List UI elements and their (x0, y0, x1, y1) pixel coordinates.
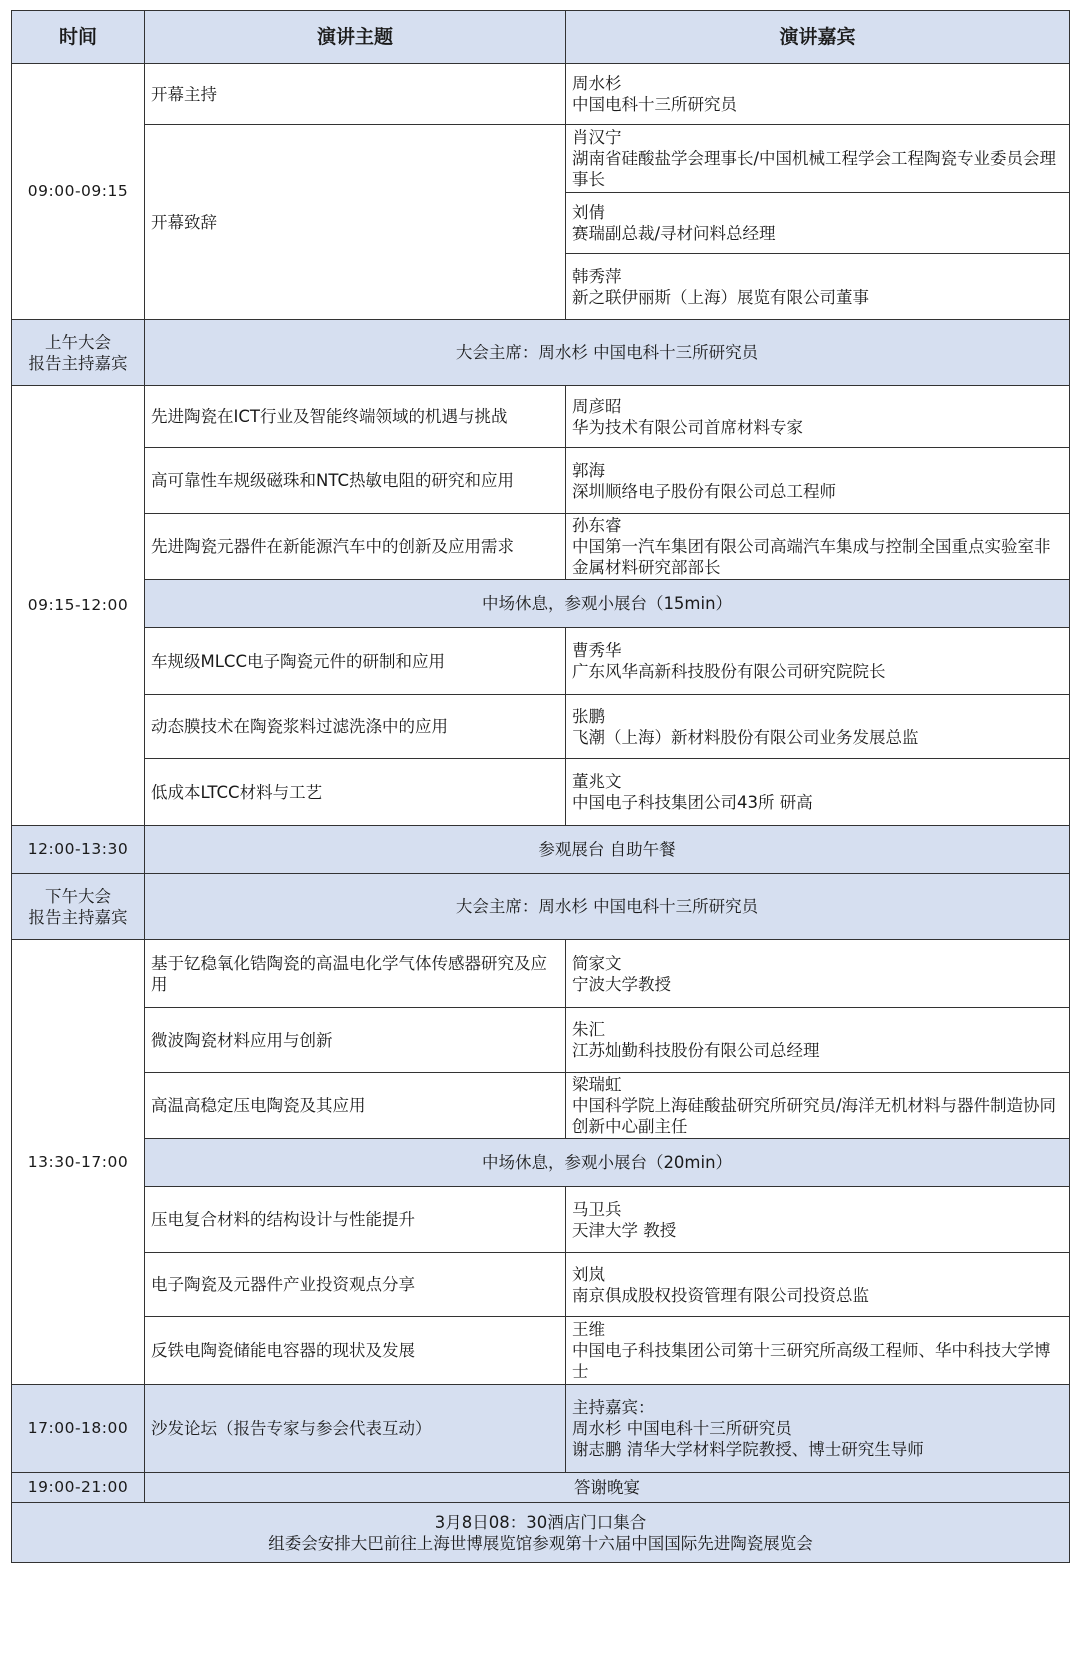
speaker-name: 周水杉 (572, 74, 622, 93)
salon-host-label: 主持嘉宾： (572, 1398, 655, 1417)
header-topic: 演讲主题 (145, 11, 566, 64)
dinner-text: 答谢晚宴 (145, 1473, 1070, 1503)
speaker-title: 新之联伊丽斯（上海）展览有限公司董事 (572, 287, 869, 307)
topic-cell: 电子陶瓷及元器件产业投资观点分享 (145, 1253, 566, 1317)
table-row (12, 386, 1070, 448)
speaker-name: 张鹏 (572, 706, 605, 726)
speaker-cell (566, 1008, 1070, 1073)
host-label-cell (12, 874, 145, 940)
speaker-name: 刘倩 (572, 203, 605, 222)
topic-cell: 基于钇稳氧化锆陶瓷的高温电化学气体传感器研究及应用 (145, 940, 566, 1008)
time-cell: 17:00-18:00 (12, 1385, 145, 1473)
table-row (12, 1317, 1070, 1385)
table-row (12, 64, 1070, 125)
speaker-name: 孙东睿 (572, 516, 622, 535)
salon-row (12, 1385, 1070, 1473)
speaker-name: 肖汉宁 (572, 128, 622, 147)
time-cell: 09:15-12:00 (12, 386, 145, 826)
lunch-text: 参观展台 自助午餐 (145, 826, 1070, 874)
speaker-name: 梁瑞虹 (572, 1075, 622, 1094)
topic-cell: 高可靠性车规级磁珠和NTC热敏电阻的研究和应用 (145, 448, 566, 514)
speaker-title: 宁波大学教授 (572, 974, 671, 994)
topic-cell: 开幕主持 (145, 64, 566, 125)
speaker-cell (566, 386, 1070, 448)
speaker-cell (566, 514, 1070, 580)
host-label-sub: 报告主持嘉宾 (28, 907, 128, 927)
speaker-name: 周彦昭 (572, 396, 622, 416)
topic-cell: 压电复合材料的结构设计与性能提升 (145, 1187, 566, 1253)
host-label-sub: 报告主持嘉宾 (28, 353, 128, 373)
host-label-cell (12, 320, 145, 386)
salon-host-2: 谢志鹏 清华大学材料学院教授、博士研究生导师 (572, 1440, 924, 1459)
speaker-cell (566, 695, 1070, 759)
topic-cell: 车规级MLCC电子陶瓷元件的研制和应用 (145, 628, 566, 695)
speaker-name: 刘岚 (572, 1264, 605, 1284)
topic-cell: 高温高稳定压电陶瓷及其应用 (145, 1073, 566, 1139)
speaker-title: 天津大学 教授 (572, 1220, 677, 1240)
table-row (12, 448, 1070, 514)
speaker-name: 简家文 (572, 953, 622, 973)
host-label: 下午大会 (45, 886, 111, 906)
footer-row (12, 1503, 1070, 1563)
speaker-cell (566, 759, 1070, 826)
host-label: 上午大会 (45, 332, 111, 352)
speaker-name: 王维 (572, 1320, 605, 1339)
topic-cell: 沙发论坛（报告专家与参会代表互动） (145, 1385, 566, 1473)
speaker-title: 江苏灿勤科技股份有限公司总经理 (572, 1041, 820, 1060)
time-cell: 12:00-13:30 (12, 826, 145, 874)
speaker-cell (566, 1187, 1070, 1253)
speaker-cell (566, 1317, 1070, 1385)
table-row (12, 514, 1070, 580)
speaker-cell (566, 64, 1070, 125)
time-cell: 19:00-21:00 (12, 1473, 145, 1503)
speaker-cell (566, 448, 1070, 514)
table-row (12, 1253, 1070, 1317)
topic-cell: 先进陶瓷元器件在新能源汽车中的创新及应用需求 (145, 514, 566, 580)
speaker-title: 湖南省硅酸盐学会理事长/中国机械工程学会工程陶瓷专业委员会理事长 (572, 149, 1057, 189)
footer-line-2: 组委会安排大巴前往上海世博展览馆参观第十六届中国国际先进陶瓷展览会 (268, 1533, 813, 1553)
host-text: 大会主席：周水杉 中国电科十三所研究员 (145, 874, 1070, 940)
speaker-title: 华为技术有限公司首席材料专家 (572, 417, 803, 437)
speaker-title: 赛瑞副总裁/寻材问料总经理 (572, 224, 776, 243)
table-row (12, 695, 1070, 759)
table-row (12, 940, 1070, 1008)
speaker-name: 董兆文 (572, 772, 622, 791)
speaker-cell (566, 1253, 1070, 1317)
speaker-cell (566, 1073, 1070, 1139)
speaker-title: 南京俱成股权投资管理有限公司投资总监 (572, 1285, 869, 1305)
table-row (12, 1073, 1070, 1139)
lunch-row (12, 826, 1070, 874)
speaker-title: 飞潮（上海）新材料股份有限公司业务发展总监 (572, 727, 919, 747)
speaker-name: 马卫兵 (572, 1199, 622, 1219)
speaker-title: 深圳顺络电子股份有限公司总工程师 (572, 481, 836, 501)
break-row (12, 580, 1070, 628)
topic-cell: 低成本LTCC材料与工艺 (145, 759, 566, 826)
table-row (12, 1187, 1070, 1253)
speaker-name: 郭海 (572, 460, 605, 480)
speaker-title: 中国科学院上海硅酸盐研究所研究员/海洋无机材料与器件制造协同创新中心副主任 (572, 1096, 1057, 1136)
speaker-name: 曹秀华 (572, 641, 622, 660)
speaker-title: 中国电子科技集团公司43所 研高 (572, 793, 813, 812)
host-row (12, 320, 1070, 386)
topic-cell: 先进陶瓷在ICT行业及智能终端领域的机遇与挑战 (145, 386, 566, 448)
speaker-cell (566, 628, 1070, 695)
speaker-cell (566, 125, 1070, 193)
agenda-table (11, 10, 1070, 1563)
footer-line-1: 3月8日08：30酒店门口集合 (434, 1512, 647, 1532)
break-text: 中场休息，参观小展台（15min） (145, 580, 1070, 628)
topic-cell: 开幕致辞 (145, 125, 566, 320)
topic-cell: 微波陶瓷材料应用与创新 (145, 1008, 566, 1073)
break-text: 中场休息，参观小展台（20min） (145, 1139, 1070, 1187)
speaker-cell (566, 254, 1070, 320)
speaker-name: 朱汇 (572, 1020, 605, 1039)
salon-host-1: 周水杉 中国电科十三所研究员 (572, 1419, 792, 1438)
host-row (12, 874, 1070, 940)
speaker-cell (566, 193, 1070, 254)
table-row (12, 125, 1070, 193)
header-row (12, 11, 1070, 64)
speaker-title: 中国第一汽车集团有限公司高端汽车集成与控制全国重点实验室非金属材料研究部部长 (572, 537, 1051, 577)
speaker-title: 中国电科十三所研究员 (572, 95, 737, 114)
header-speaker: 演讲嘉宾 (566, 11, 1070, 64)
table-row (12, 628, 1070, 695)
topic-cell: 反铁电陶瓷储能电容器的现状及发展 (145, 1317, 566, 1385)
speaker-cell (566, 1385, 1070, 1473)
host-text: 大会主席：周水杉 中国电科十三所研究员 (145, 320, 1070, 386)
topic-cell: 动态膜技术在陶瓷浆料过滤洗涤中的应用 (145, 695, 566, 759)
speaker-cell (566, 940, 1070, 1008)
table-row (12, 1008, 1070, 1073)
dinner-row (12, 1473, 1070, 1503)
speaker-title: 中国电子科技集团公司第十三研究所高级工程师、华中科技大学博士 (572, 1341, 1051, 1381)
time-cell: 09:00-09:15 (12, 64, 145, 320)
footer-cell (12, 1503, 1070, 1563)
break-row (12, 1139, 1070, 1187)
speaker-title: 广东风华高新科技股份有限公司研究院院长 (572, 662, 886, 681)
table-row (12, 759, 1070, 826)
speaker-name: 韩秀萍 (572, 266, 622, 286)
header-time: 时间 (12, 11, 145, 64)
time-cell: 13:30-17:00 (12, 940, 145, 1385)
